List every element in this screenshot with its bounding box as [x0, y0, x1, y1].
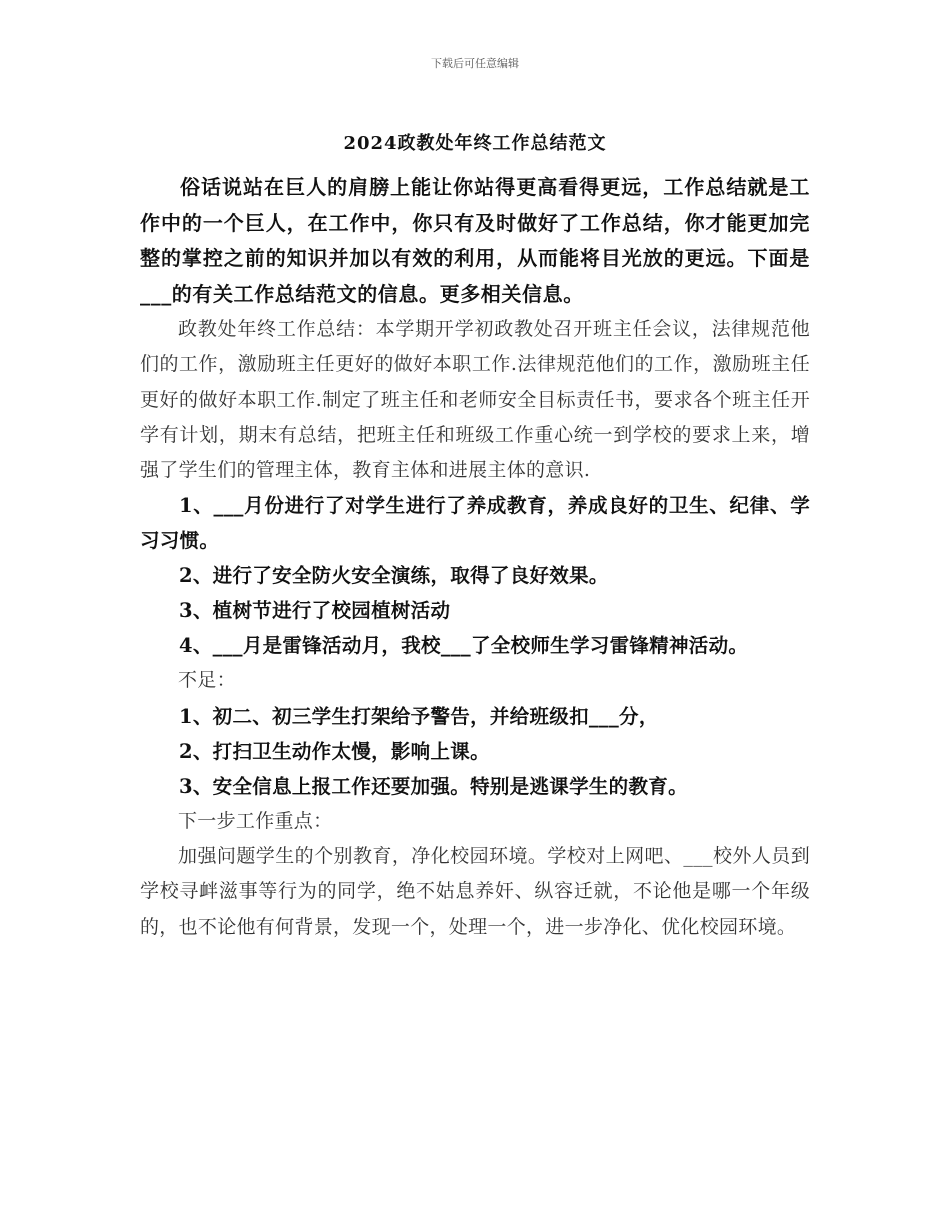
next-steps-heading: 下一步工作重点：: [178, 809, 333, 832]
shortcomings-heading: 不足：: [178, 669, 236, 692]
achievement-item-4: 4、___月是雷锋活动月，我校___了全校师生学习雷锋精神活动。: [179, 634, 749, 658]
document-title: 2024政教处年终工作总结范文: [343, 133, 607, 154]
achievement-item-3: 3、植树节进行了校园植树活动: [179, 599, 451, 623]
document-body: [140, 170, 810, 945]
intro-paragraph: 俗话说站在巨人的肩膀上能让你站得更高看得更远，工作总结就是工作中的一个巨人，在工作中，你只有及时做好了工作总结，你才能更加完整的掌控之前的知识并加以有效的利用，从而能将目光放的更远。下面是___的有关工作总结范文的信息。更多相关信息。: [140, 175, 810, 306]
achievement-item-1: 1、___月份进行了对学生进行了养成教育，养成良好的卫生、纪律、学习习惯。: [140, 494, 810, 553]
next-steps-paragraph: 加强问题学生的个别教育，净化校园环境。学校对上网吧、___校外人员到学校寻衅滋事等行为的同学，绝不姑息养奸、纵容迁就，不论他是哪一个年级的，也不论他有何背景，发现一个，处理一个，进一步净化、优化校园环境。: [140, 845, 810, 938]
header-note: 下载后可任意编辑: [431, 57, 519, 70]
shortcoming-item-1: 1、初二、初三学生打架给予警告，并给班级扣___分，: [179, 704, 659, 728]
achievement-item-2: 2、进行了安全防火安全演练，取得了良好效果。: [179, 564, 609, 588]
shortcoming-item-3: 3、安全信息上报工作还要加强。特别是逃课学生的教育。: [179, 774, 688, 798]
shortcoming-item-2: 2、打扫卫生动作太慢，影响上课。: [179, 739, 490, 763]
summary-paragraph: 政教处年终工作总结：本学期开学初政教处召开班主任会议，法律规范他们的工作，激励班主任更好的做好本职工作.法律规范他们的工作，激励班主任更好的做好本职工作.制定了班主任和老师安全目标责任书，要求各个班主任开学有计划，期末有总结，把班主任和班级工作重心统一到学校的要求上来，增强了学生们的管理主体，教育主体和进展主体的意识.: [140, 318, 810, 482]
